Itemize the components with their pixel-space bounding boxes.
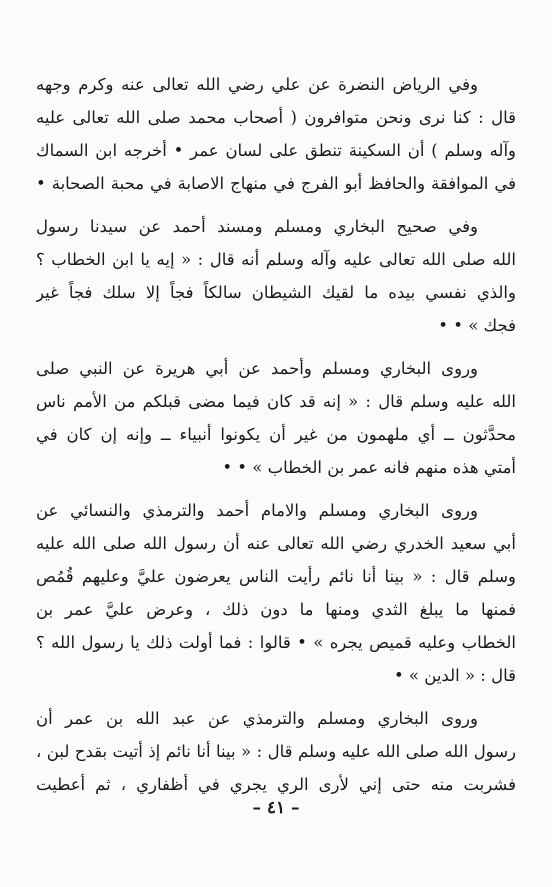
text-line: الله عليه وسلم قال : « إنه قد كان فيما مضى قبلكم من الأمم ناس xyxy=(36,392,516,411)
paragraph-4 xyxy=(36,494,516,692)
paragraph-5 xyxy=(36,702,516,801)
paragraph-2 xyxy=(36,210,516,342)
text-line: فمنها ما يبلغ الثدي ومنها ما دون ذلك ، وعرض عليَّ عمر بن xyxy=(36,600,516,619)
text-line: في الموافقة والحافظ أبو الفرج في منهاج الاصابة في محبة الصحابة • xyxy=(36,174,516,193)
text-line: الله صلى الله تعالى عليه وآله وسلم أنه قال : « إيه يا ابن الخطاب ؟ xyxy=(36,250,516,269)
text-line: وروى البخاري ومسلم والترمذي عن عبد الله بن عمر أن xyxy=(36,709,478,728)
paragraph-1 xyxy=(36,68,516,200)
text-line: وآله وسلم ) أن السكينة تنطق على لسان عمر • أخرجه ابن السماك xyxy=(36,141,516,160)
page-number: – ٤١ – xyxy=(252,798,300,818)
text-line: الخطاب وعليه قميص يجره » • قالوا : فما أولت ذلك يا رسول الله ؟ xyxy=(36,633,516,652)
text-line: والذي نفسي بيده ما لقيك الشيطان سالكاً فجاً إلا سلك فجاً غير xyxy=(36,283,516,302)
text-line: فشربت منه حتى إني لأرى الري يجري في أظفاري ، ثم أعطيت xyxy=(36,775,516,794)
text-line: أبي سعيد الخدري رضي الله تعالى عنه أن رسول الله صلى الله عليه xyxy=(36,534,516,553)
text-line: رسول الله صلى الله عليه وسلم قال : « بينا أنا نائم إذ أتيت بقدح لبن ، xyxy=(36,742,516,761)
text-line: أمتي هذه منهم فانه عمر بن الخطاب » • • xyxy=(222,458,516,477)
page-body xyxy=(36,68,516,811)
text-line: وسلم قال : « بينا أنا نائم رأيت الناس يعرضون عليَّ وعليهم قُمُص xyxy=(36,567,516,586)
text-line: فجك » • • xyxy=(438,316,516,335)
text-line: وفي صحيح البخاري ومسلم ومسند أحمد عن سيدنا رسول xyxy=(36,217,478,236)
text-line: محدَّثون ــ أي ملهمون من غير أن يكونوا أنبياء ــ وإنه إن كان في xyxy=(36,425,516,444)
paragraph-3 xyxy=(36,352,516,484)
text-line: قال : كنا نرى ونحن متوافرون ( أصحاب محمد صلى الله تعالى عليه xyxy=(36,108,516,127)
text-line: وفي الرياض النضرة عن علي رضي الله تعالى عنه وكرم وجهه xyxy=(36,75,478,94)
text-line: وروى البخاري ومسلم والامام أحمد والترمذي والنسائي عن xyxy=(36,501,478,520)
text-line: قال : « الدين » • xyxy=(393,666,516,685)
text-line: وروى البخاري ومسلم وأحمد عن أبي هريرة عن النبي صلى xyxy=(36,359,478,378)
